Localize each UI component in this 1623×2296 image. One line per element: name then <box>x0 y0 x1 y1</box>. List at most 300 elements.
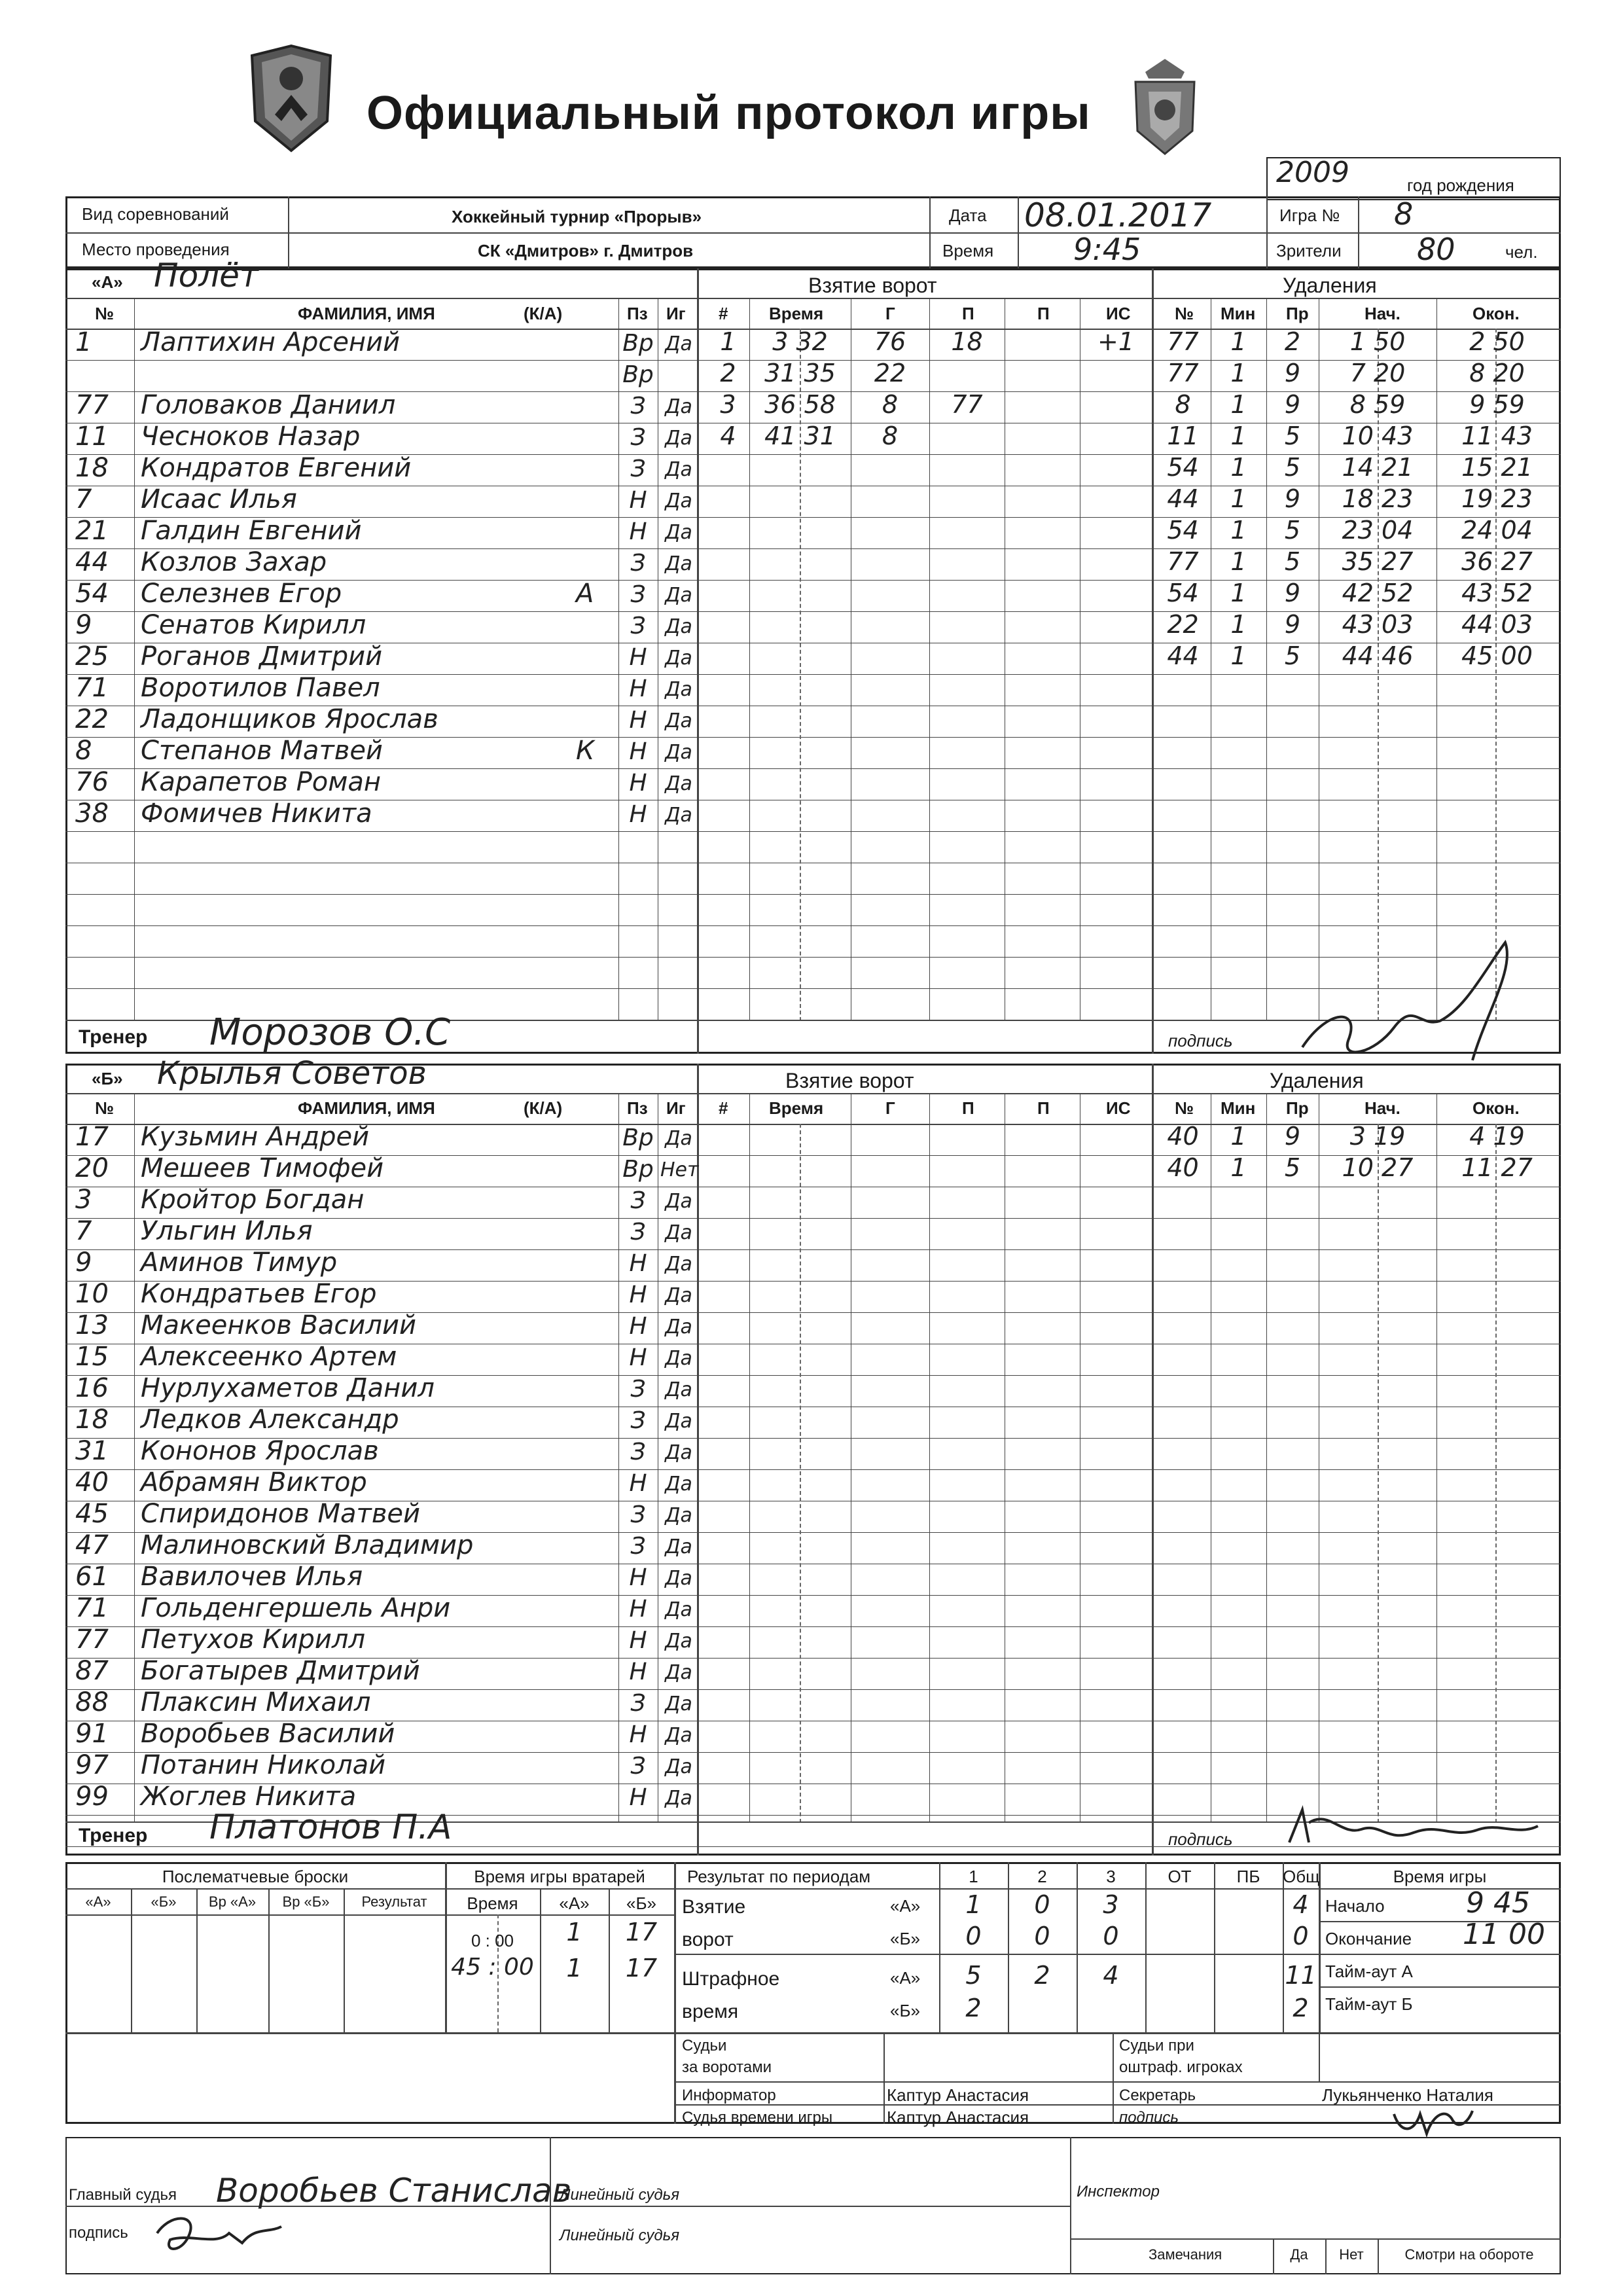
period-cell: 0 <box>1034 1922 1050 1950</box>
player-name: Петухов Кирилл <box>141 1624 366 1655</box>
team-b-name: Крылья Советов <box>157 1055 427 1092</box>
player-played: Да <box>665 1504 692 1527</box>
player-number: 17 <box>75 1122 109 1152</box>
chief-label: Главный судья <box>69 2186 177 2204</box>
period-col-3: 3 <box>1106 1867 1116 1886</box>
col-p-no-b: № <box>1175 1098 1194 1118</box>
penalty-start: 18 23 <box>1342 484 1414 513</box>
player-played: Да <box>665 1316 692 1338</box>
chief-value: Воробьев Станислав <box>216 2172 572 2210</box>
penalty-end: 36 27 <box>1461 547 1533 576</box>
period-cell: 1 <box>965 1890 982 1919</box>
player-name: Чесноков Назар <box>141 422 361 452</box>
penalty-end: 8 20 <box>1469 359 1525 387</box>
player-played: Да <box>665 332 692 355</box>
player-position: Н <box>629 487 647 514</box>
player-number: 20 <box>75 1153 109 1183</box>
penalty-player: 22 <box>1167 610 1199 639</box>
penalty-start: 10 27 <box>1342 1153 1414 1182</box>
period-cell: 4 <box>1103 1961 1119 1990</box>
player-number: 1 <box>75 327 92 357</box>
player-name: Потанин Николай <box>141 1750 386 1780</box>
grid-line <box>1436 1093 1437 1823</box>
penalty-start: 35 27 <box>1342 547 1414 576</box>
game-no-label: Игра № <box>1279 206 1340 225</box>
col-p-end-b: Окон. <box>1472 1098 1520 1118</box>
col-p-pr-b: Пр <box>1286 1098 1309 1118</box>
col-name-b: ФАМИЛИЯ, ИМЯ <box>298 1098 435 1118</box>
federation-logo <box>245 43 337 154</box>
period-cell: 11 <box>1285 1961 1317 1990</box>
linesman-1-label: Линейный судья <box>560 2186 680 2204</box>
player-played: Да <box>665 1221 692 1244</box>
player-name: Степанов Матвей <box>141 736 383 766</box>
goal-number: 1 <box>720 327 736 356</box>
player-number: 21 <box>75 516 109 546</box>
period-col-total: Общ <box>1283 1867 1320 1886</box>
player-number: 7 <box>75 1216 92 1246</box>
player-played: Да <box>665 1284 692 1307</box>
player-played: Да <box>665 772 692 795</box>
player-name: Богатырев Дмитрий <box>141 1656 420 1686</box>
player-position: З <box>630 1753 646 1780</box>
col-g-g-b: Г <box>885 1098 895 1118</box>
player-played: Да <box>665 1755 692 1778</box>
player-number: 9 <box>75 610 92 640</box>
penalty-reason: 9 <box>1284 610 1301 639</box>
shootout-title: Послематчевые броски <box>162 1867 349 1886</box>
penalty-start: 23 04 <box>1342 516 1414 545</box>
player-position: Н <box>629 1627 647 1654</box>
grid-line <box>65 925 1561 926</box>
player-played: Да <box>665 1347 692 1370</box>
col-g-p2-b: П <box>1037 1098 1050 1118</box>
goal-assist-1: 77 <box>951 390 983 419</box>
player-number: 25 <box>75 641 109 672</box>
player-name: Абрамян Виктор <box>141 1467 367 1498</box>
col-g-is-b: ИС <box>1106 1098 1131 1118</box>
player-name: Воробьев Василий <box>141 1719 395 1749</box>
timeout-a-label: Тайм-аут А <box>1325 1962 1413 1981</box>
penalty-minutes: 1 <box>1230 1153 1247 1182</box>
penalty-minutes: 1 <box>1230 484 1247 513</box>
player-name: Роганов Дмитрий <box>141 641 383 672</box>
secretary-label: Секретарь <box>1119 2087 1196 2104</box>
penalty-minutes: 1 <box>1230 516 1247 545</box>
periods-goals-b: «Б» <box>890 1929 920 1948</box>
player-name: Кузьмин Андрей <box>141 1122 370 1152</box>
remarks-yes: Да <box>1290 2246 1308 2263</box>
goalie-row1-b: 17 <box>625 1918 658 1946</box>
penalty-minutes: 1 <box>1230 453 1247 482</box>
periods-goals-label-2: ворот <box>682 1929 734 1950</box>
player-position: З <box>630 456 646 482</box>
spectators-label: Зрители <box>1276 241 1342 260</box>
player-number: 76 <box>75 767 109 797</box>
period-cell: 3 <box>1103 1890 1119 1919</box>
grid-line <box>134 1093 135 1823</box>
player-position: Н <box>629 1250 647 1277</box>
player-name: Плаксин Михаил <box>141 1687 371 1717</box>
player-name: Макеенков Василий <box>141 1310 416 1340</box>
player-played: Да <box>665 709 692 732</box>
player-name: Карапетов Роман <box>141 767 382 797</box>
grid-line <box>65 831 1561 832</box>
player-played: Да <box>665 552 692 575</box>
penalty-end: 2 50 <box>1469 327 1525 356</box>
remarks-see-back: Смотри на обороте <box>1404 2246 1534 2263</box>
player-number: 71 <box>75 1593 109 1623</box>
period-cell: 0 <box>1103 1922 1119 1950</box>
player-name: Вавилочев Илья <box>141 1562 363 1592</box>
goal-time: 36 58 <box>764 390 836 419</box>
time-value: 9:45 <box>1073 232 1141 267</box>
player-played: Да <box>665 1473 692 1496</box>
player-played: Да <box>665 1253 692 1276</box>
player-played: Да <box>665 741 692 764</box>
player-name: Гольденгершель Анри <box>141 1593 451 1623</box>
player-name: Фомичев Никита <box>141 798 372 829</box>
col-p-min: Мин <box>1221 304 1256 323</box>
penalty-start: 7 20 <box>1349 359 1406 387</box>
grid-line <box>65 894 1561 895</box>
player-position: З <box>630 1690 646 1717</box>
player-position: Вр <box>622 1156 654 1183</box>
shootout-col-b: «Б» <box>151 1893 177 1910</box>
goal-scorer: 22 <box>874 359 906 387</box>
game-start-value: 9 45 <box>1466 1886 1530 1920</box>
player-number: 87 <box>75 1656 109 1686</box>
penalty-start: 10 43 <box>1342 422 1414 450</box>
penalty-reason: 5 <box>1284 516 1301 545</box>
col-g-num: # <box>719 304 728 323</box>
team-b-signature <box>1283 1803 1544 1856</box>
player-number: 10 <box>75 1279 109 1309</box>
player-played: Да <box>665 1190 692 1213</box>
competition-label: Вид соревнований <box>82 204 229 224</box>
period-cell: 0 <box>1034 1890 1050 1919</box>
team-a-goals-title: Взятие ворот <box>808 274 937 297</box>
birth-year-value: 2009 <box>1276 156 1349 189</box>
col-p-pr: Пр <box>1286 304 1309 323</box>
team-b-sign-label: подпись <box>1168 1829 1233 1849</box>
penalty-player: 54 <box>1167 453 1199 482</box>
player-number: 40 <box>75 1467 109 1498</box>
goalie-row1-a: 1 <box>566 1918 582 1946</box>
date-value: 08.01.2017 <box>1024 196 1212 234</box>
penalty-end: 44 03 <box>1461 610 1533 639</box>
penalty-player: 40 <box>1167 1122 1199 1151</box>
period-col-2: 2 <box>1037 1867 1047 1886</box>
penalty-end: 19 23 <box>1461 484 1533 513</box>
penalty-minutes: 1 <box>1230 390 1247 419</box>
penalty-reason: 5 <box>1284 422 1301 450</box>
penalty-minutes: 1 <box>1230 327 1247 356</box>
player-position: З <box>630 393 646 420</box>
penalty-start: 8 59 <box>1349 390 1406 419</box>
player-played: Да <box>665 584 692 607</box>
player-role: А <box>576 579 594 609</box>
player-position: З <box>630 550 646 577</box>
period-cell: 2 <box>965 1994 982 2022</box>
penalty-reason: 5 <box>1284 1153 1301 1182</box>
col-ka-b: (К/А) <box>524 1098 563 1118</box>
player-position: З <box>630 1439 646 1465</box>
player-played: Да <box>665 615 692 638</box>
player-name: Мешеев Тимофей <box>141 1153 384 1183</box>
game-end-label: Окончание <box>1325 1929 1412 1948</box>
team-a-sign-label: подпись <box>1168 1031 1233 1050</box>
grid-line <box>800 1124 801 1823</box>
team-a-pen-title: Удаления <box>1283 274 1377 297</box>
player-number: 9 <box>75 1247 92 1278</box>
player-position: З <box>630 1187 646 1214</box>
timeout-b-label: Тайм-аут Б <box>1325 1994 1413 2014</box>
player-played: Да <box>665 1378 692 1401</box>
player-number: 38 <box>75 798 109 829</box>
player-name: Алексеенко Артем <box>141 1342 397 1372</box>
player-number: 13 <box>75 1310 109 1340</box>
penalty-start: 42 52 <box>1342 579 1414 607</box>
goalie-col-b: «Б» <box>626 1893 656 1913</box>
player-position: Н <box>629 801 647 828</box>
penalty-end: 11 27 <box>1461 1153 1533 1182</box>
player-number: 88 <box>75 1687 109 1717</box>
goalie-row2-time: 45 : 00 <box>451 1954 534 1981</box>
grid-line <box>749 1093 750 1823</box>
secretary-signature <box>1387 2101 1479 2140</box>
chief-signature <box>151 2207 294 2259</box>
player-name: Кондратьев Егор <box>141 1279 377 1309</box>
player-name: Сенатов Кирилл <box>141 610 366 640</box>
grid-line <box>134 298 135 1021</box>
penalty-judges-label-2: оштраф. игроках <box>1119 2058 1243 2076</box>
spectators-value: 80 <box>1417 232 1455 267</box>
col-pz: Пз <box>627 304 648 323</box>
player-position: Н <box>629 1784 647 1811</box>
penalty-end: 15 21 <box>1461 453 1533 482</box>
player-played: Да <box>665 1567 692 1590</box>
player-name: Галдин Евгений <box>141 516 362 546</box>
player-played: Да <box>665 395 692 418</box>
grid-line <box>929 1093 930 1823</box>
player-position: Вр <box>622 330 654 357</box>
page-title: Официальный протокол игры <box>366 87 1091 139</box>
period-cell: 0 <box>1293 1922 1309 1950</box>
periods-pim-label-1: Штрафное <box>682 1968 780 1990</box>
team-a-coach: Морозов О.С <box>209 1011 451 1054</box>
col-ig: Иг <box>666 304 686 323</box>
venue-value: СК «Дмитров» г. Дмитров <box>478 241 694 260</box>
player-name: Воротилов Павел <box>141 673 380 703</box>
grid-line <box>618 1093 619 1823</box>
col-p-no: № <box>1175 304 1194 323</box>
penalty-player: 8 <box>1175 390 1191 419</box>
player-number: 8 <box>75 736 92 766</box>
penalty-start: 44 46 <box>1342 641 1414 670</box>
player-position: Н <box>629 644 647 671</box>
team-b-goals-title: Взятие ворот <box>785 1069 914 1092</box>
penalty-start: 3 19 <box>1349 1122 1406 1151</box>
player-position: Н <box>629 707 647 734</box>
penalty-end: 11 43 <box>1461 422 1533 450</box>
period-cell: 4 <box>1293 1890 1309 1919</box>
player-number: 47 <box>75 1530 109 1560</box>
penalty-judges-label-1: Судьи при <box>1119 2037 1194 2054</box>
remarks-no: Нет <box>1339 2246 1364 2263</box>
period-cell: 2 <box>1034 1961 1050 1990</box>
player-name: Ладонщиков Ярослав <box>141 704 438 734</box>
player-name: Малиновский Владимир <box>141 1530 474 1560</box>
goal-situation: +1 <box>1097 327 1135 356</box>
birth-year-label: год рождения <box>1407 175 1514 195</box>
player-name: Жоглев Никита <box>141 1782 357 1812</box>
player-number: 22 <box>75 704 109 734</box>
col-p-min-b: Мин <box>1221 1098 1256 1118</box>
penalty-end: 4 19 <box>1469 1122 1525 1151</box>
player-number: 91 <box>75 1719 109 1749</box>
penalty-player: 11 <box>1167 422 1199 450</box>
player-number: 11 <box>75 422 109 452</box>
shootout-col-result: Результат <box>361 1893 427 1910</box>
periods-title: Результат по периодам <box>687 1867 871 1886</box>
goal-scorer: 76 <box>874 327 906 356</box>
grid-line <box>1266 1093 1267 1823</box>
game-no-value: 8 <box>1394 196 1414 232</box>
player-number: 7 <box>75 484 92 514</box>
player-position: Н <box>629 738 647 765</box>
player-position: З <box>630 1533 646 1560</box>
player-position: Н <box>629 1564 647 1591</box>
player-position: З <box>630 424 646 451</box>
player-played: Да <box>665 427 692 450</box>
game-time-title: Время игры <box>1393 1867 1487 1886</box>
col-p-start-b: Нач. <box>1364 1098 1400 1118</box>
col-g-g: Г <box>885 304 895 323</box>
grid-line <box>618 298 619 1021</box>
penalty-player: 54 <box>1167 579 1199 607</box>
goalie-row2-b: 17 <box>625 1954 658 1982</box>
goal-judges-label-1: Судьи <box>682 2037 727 2054</box>
player-name: Исаас Илья <box>141 484 297 514</box>
player-number: 71 <box>75 673 109 703</box>
col-g-p2: П <box>1037 304 1050 323</box>
moscow-region-emblem <box>1119 52 1211 157</box>
player-played: Да <box>665 1693 692 1715</box>
penalty-player: 77 <box>1167 327 1199 356</box>
goal-number: 3 <box>720 390 736 419</box>
player-name: Ледков Александр <box>141 1405 399 1435</box>
periods-pim-a: «А» <box>890 1968 921 1988</box>
player-played: Да <box>665 1724 692 1747</box>
timekeeper-label: Судья времени игры <box>682 2109 833 2126</box>
col-g-time: Время <box>769 304 824 323</box>
shootout-col-a: «А» <box>85 1893 111 1910</box>
player-played: Да <box>665 458 692 481</box>
player-played: Да <box>665 1661 692 1684</box>
player-position: Н <box>629 1313 647 1340</box>
player-played: Да <box>665 804 692 827</box>
penalty-player: 44 <box>1167 484 1199 513</box>
penalty-minutes: 1 <box>1230 579 1247 607</box>
game-end-value: 11 00 <box>1463 1918 1545 1951</box>
goalie-row2-a: 1 <box>566 1954 582 1982</box>
team-b-pen-title: Удаления <box>1270 1069 1364 1092</box>
goal-number: 4 <box>720 422 736 450</box>
player-number: 44 <box>75 547 109 577</box>
player-position: Н <box>629 1344 647 1371</box>
player-name: Нурлухаметов Данил <box>141 1373 435 1403</box>
team-b-coach: Платонов П.А <box>209 1808 452 1847</box>
player-position: Н <box>629 1282 647 1308</box>
player-number: 77 <box>75 1624 109 1655</box>
goal-time: 41 31 <box>764 422 836 450</box>
player-name: Селезнев Егор <box>141 579 342 609</box>
remarks-label: Замечания <box>1149 2246 1222 2263</box>
penalty-player: 77 <box>1167 359 1199 387</box>
team-a-tag: «А» <box>92 272 123 292</box>
player-played: Нет <box>660 1158 699 1181</box>
player-number: 31 <box>75 1436 109 1466</box>
col-ig-b: Иг <box>666 1098 686 1118</box>
penalty-reason: 5 <box>1284 453 1301 482</box>
grid-line <box>1378 1124 1379 1823</box>
penalty-reason: 9 <box>1284 484 1301 513</box>
penalty-reason: 5 <box>1284 641 1301 670</box>
player-position: Вр <box>622 1124 654 1151</box>
goalie-row1-time: 0 : 00 <box>471 1931 514 1950</box>
player-role: К <box>576 736 595 766</box>
penalty-reason: 9 <box>1284 390 1301 419</box>
player-name: Козлов Захар <box>141 547 327 577</box>
period-col-1: 1 <box>969 1867 978 1886</box>
player-name: Аминов Тимур <box>141 1247 338 1278</box>
competition-value: Хоккейный турнир «Прорыв» <box>452 207 702 226</box>
player-name: Кройтор Богдан <box>141 1185 365 1215</box>
col-no: № <box>95 304 114 323</box>
penalty-start: 1 50 <box>1349 327 1406 356</box>
player-number: 45 <box>75 1499 109 1529</box>
player-name: Ульгин Илья <box>141 1216 313 1246</box>
player-number: 99 <box>75 1782 109 1812</box>
col-ka: (К/А) <box>524 304 563 323</box>
col-g-p1: П <box>962 304 974 323</box>
period-cell: 2 <box>1293 1994 1309 2022</box>
goal-judges-label-2: за воротами <box>682 2058 772 2076</box>
penalty-end: 9 59 <box>1469 390 1525 419</box>
player-number: 18 <box>75 1405 109 1435</box>
goalie-title: Время игры вратарей <box>474 1867 645 1886</box>
player-number: 54 <box>75 579 109 609</box>
grid-line <box>65 298 1561 299</box>
player-played: Да <box>665 490 692 512</box>
player-played: Да <box>665 1598 692 1621</box>
player-number: 18 <box>75 453 109 483</box>
period-col-pb: ПБ <box>1236 1867 1260 1886</box>
player-position: З <box>630 1407 646 1434</box>
inspector-label: Инспектор <box>1077 2183 1160 2200</box>
player-number: 16 <box>75 1373 109 1403</box>
penalty-end: 45 00 <box>1461 641 1533 670</box>
team-b-coach-label: Тренер <box>79 1825 148 1846</box>
player-position: Н <box>629 1721 647 1748</box>
linesman-2-label: Линейный судья <box>560 2227 680 2244</box>
team-b-tag: «Б» <box>92 1069 123 1088</box>
player-played: Да <box>665 678 692 701</box>
periods-goals-label-1: Взятие <box>682 1896 746 1918</box>
penalty-start: 14 21 <box>1342 453 1414 482</box>
player-position: Вр <box>622 361 654 388</box>
